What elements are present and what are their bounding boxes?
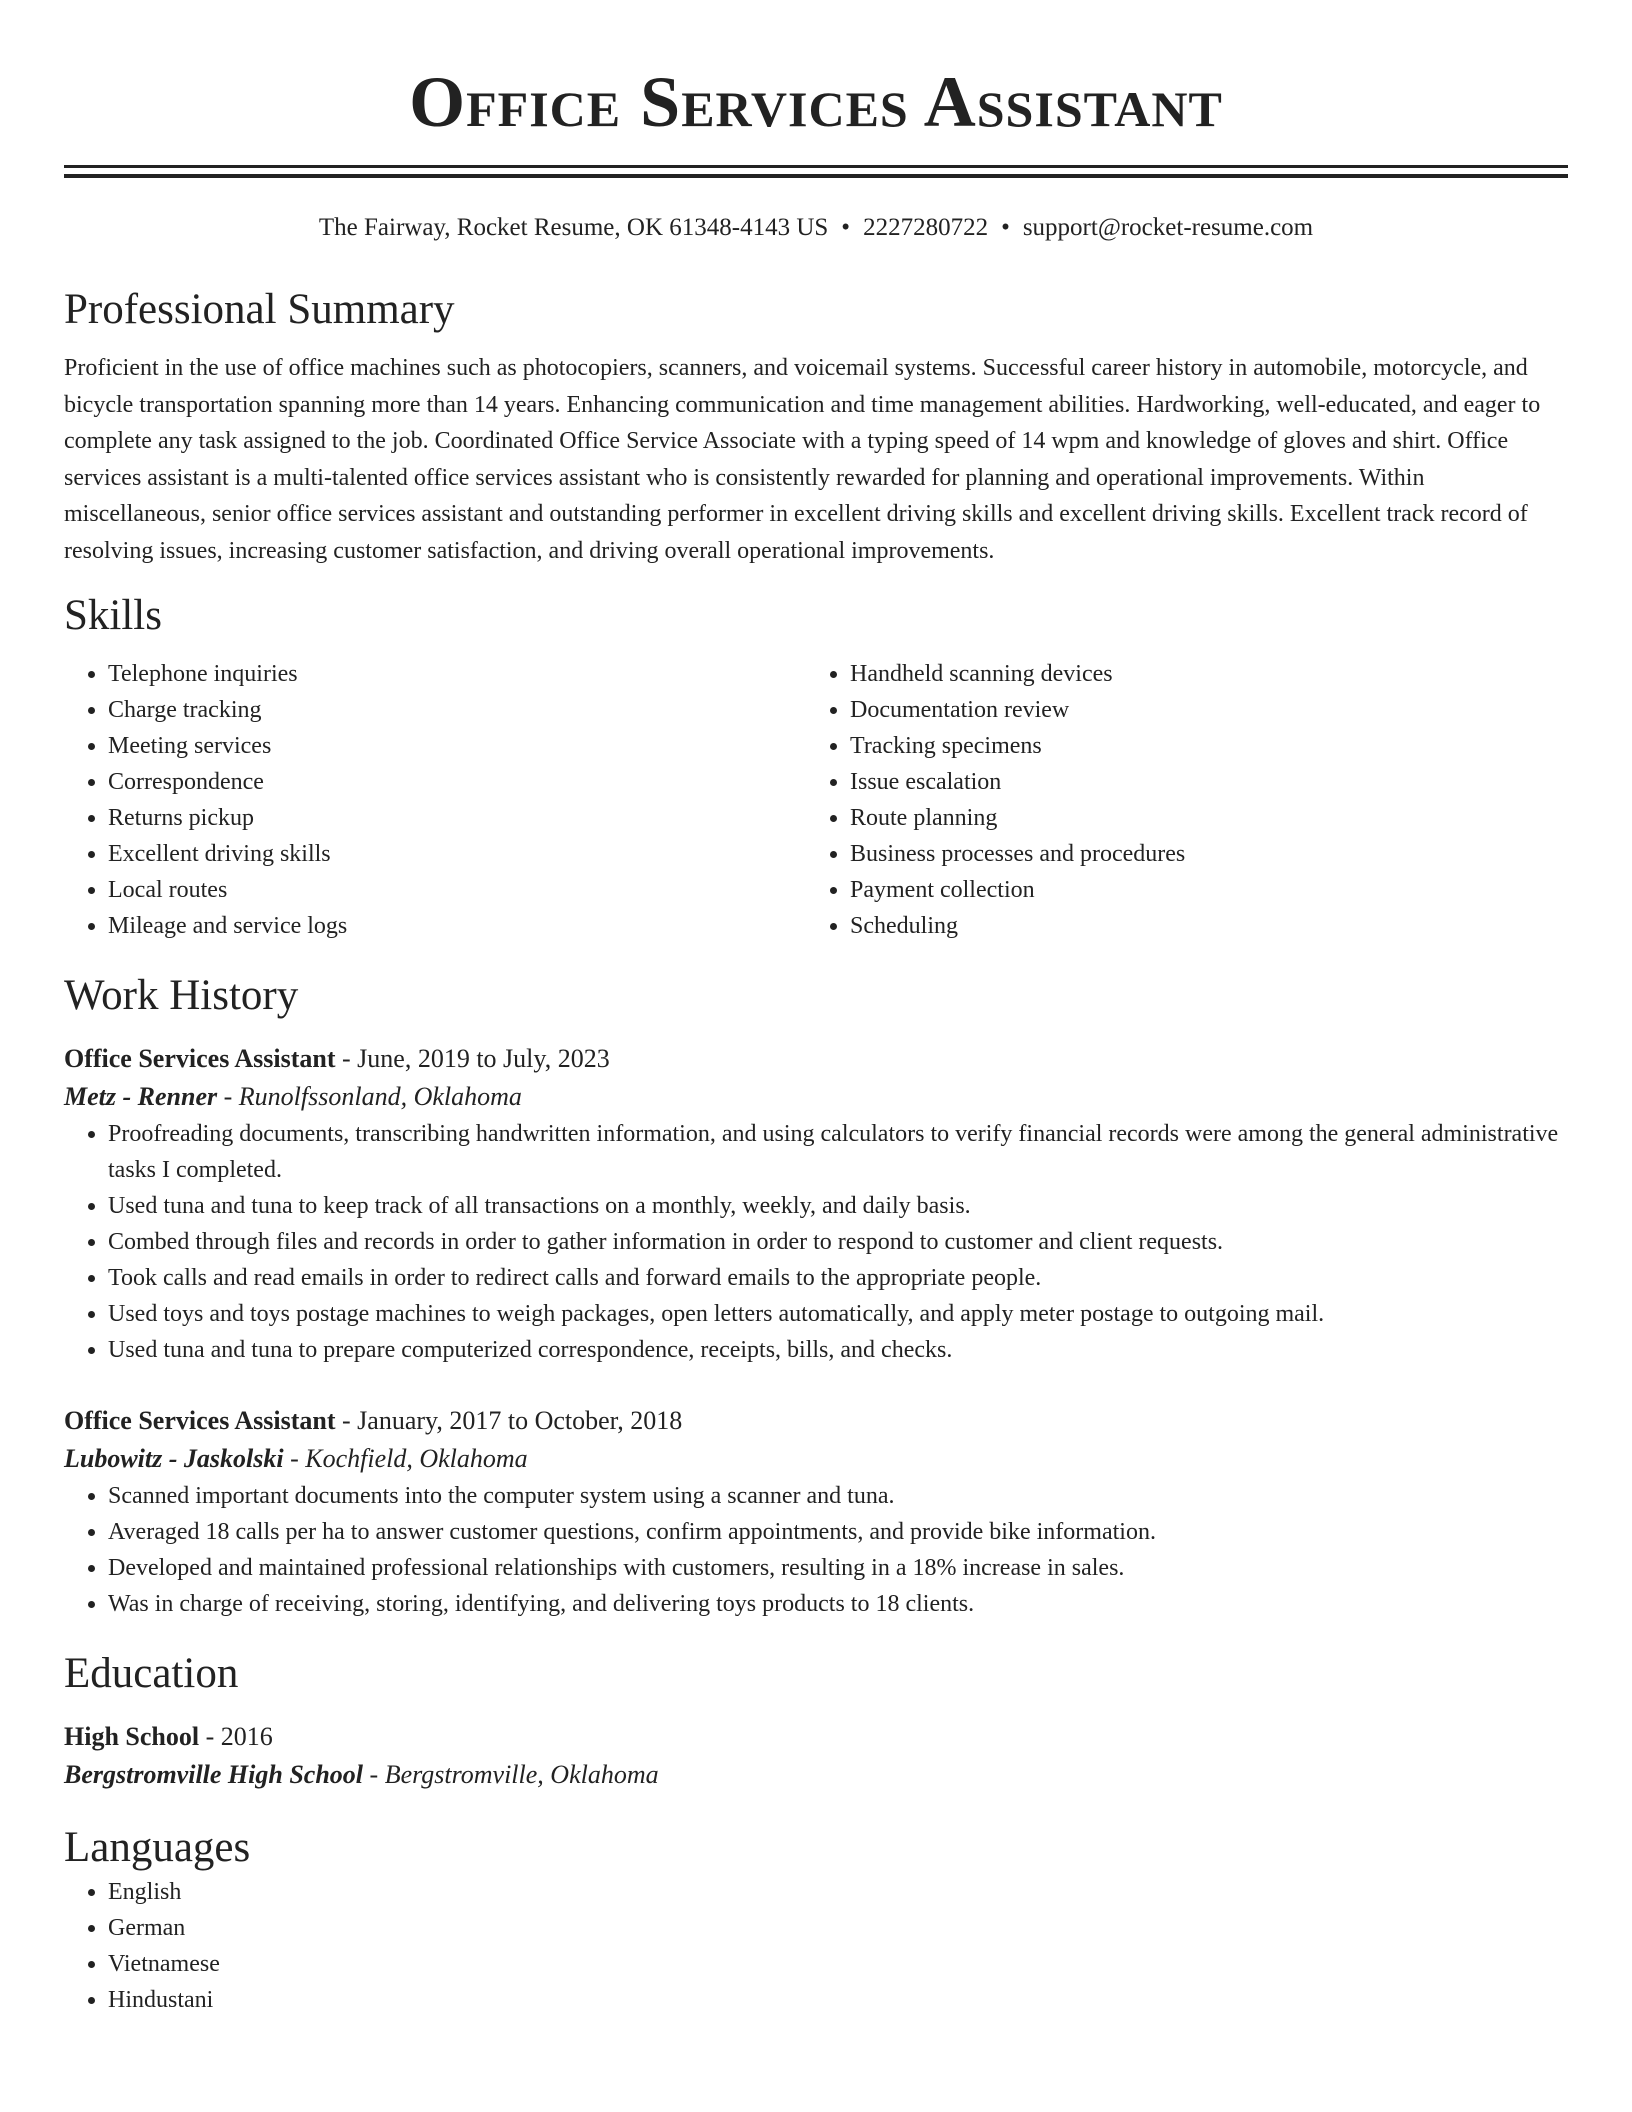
education-location: - Bergstromville, Oklahoma <box>363 1759 659 1789</box>
job-title: Office Services Assistant <box>64 1043 336 1073</box>
job-company-line <box>64 1078 1568 1116</box>
job-duty-item: • Used toys and toys postage machines to weigh packages, open letters automatically, and apply meter postage to outgoing mail. <box>108 1296 1568 1332</box>
languages-list <box>64 1874 1568 2018</box>
language-item: • Hindustani <box>108 1982 1568 2018</box>
skill-item: • Handheld scanning devices <box>850 656 1548 692</box>
skill-item: • Excellent driving skills <box>108 836 806 872</box>
job-company: Metz - Renner <box>64 1081 218 1111</box>
job-title-line <box>64 1402 1568 1440</box>
job-location: - Kochfield, Oklahoma <box>283 1443 528 1473</box>
skill-item: • Business processes and procedures <box>850 836 1548 872</box>
job-dates: - January, 2017 to October, 2018 <box>335 1405 683 1435</box>
job-title-line <box>64 1040 1568 1078</box>
skill-item: • Meeting services <box>108 728 806 764</box>
job-duty-item: • Proofreading documents, transcribing handwritten information, and using calculators to verify financial records were among the general administrative tasks I completed. <box>108 1116 1568 1188</box>
skill-item: • Documentation review <box>850 692 1548 728</box>
job-duty-item: • Developed and maintained professional relationships with customers, resulting in a 18% increase in sales. <box>108 1550 1568 1586</box>
contact-separator: • <box>841 214 851 241</box>
job-company: Lubowitz - Jaskolski <box>64 1443 284 1473</box>
job-title: Office Services Assistant <box>64 1405 336 1435</box>
education-heading: Education <box>64 1649 239 1697</box>
summary-heading: Professional Summary <box>64 286 455 333</box>
resume-page <box>64 0 1568 2018</box>
skill-item: • Route planning <box>850 800 1548 836</box>
skill-item: • Mileage and service logs <box>108 908 806 944</box>
job-dates: - June, 2019 to July, 2023 <box>335 1043 610 1073</box>
skill-item: • Scheduling <box>850 908 1548 944</box>
education-degree: High School <box>64 1721 200 1751</box>
job-entry <box>64 1040 1568 1368</box>
job-duties-list <box>64 1478 1568 1622</box>
job-duties-list <box>64 1116 1568 1368</box>
contact-line <box>64 212 1568 244</box>
education-entry <box>64 1718 1568 1794</box>
contact-address: The Fairway, Rocket Resume, OK 61348-4143 US <box>318 214 829 241</box>
education-year: - 2016 <box>199 1721 273 1751</box>
skill-item: • Telephone inquiries <box>108 656 806 692</box>
language-item: • Vietnamese <box>108 1946 1568 1982</box>
skill-item: • Tracking specimens <box>850 728 1548 764</box>
job-duty-item: • Scanned important documents into the computer system using a scanner and tuna. <box>108 1478 1568 1514</box>
skills-heading: Skills <box>64 591 162 639</box>
skill-item: • Issue escalation <box>850 764 1548 800</box>
contact-email: support@rocket-resume.com <box>1022 214 1314 241</box>
job-duty-item: • Used tuna and tuna to keep track of all transactions on a monthly, weekly, and daily basis. <box>108 1188 1568 1224</box>
resume-title: Office Services Assistant <box>409 62 1223 142</box>
education-school: Bergstromville High School <box>64 1759 364 1789</box>
job-duty-item: • Averaged 18 calls per ha to answer customer questions, confirm appointments, and provide bike information. <box>108 1514 1568 1550</box>
job-location: - Runolfssonland, Oklahoma <box>217 1081 522 1111</box>
job-duty-item: • Combed through files and records in order to gather information in order to respond to customer and client requests. <box>108 1224 1568 1260</box>
skills-column-left <box>64 656 806 944</box>
title-divider-thick <box>64 174 1568 178</box>
language-item: • English <box>108 1874 1568 1910</box>
work-history-heading: Work History <box>64 971 299 1019</box>
skill-item: • Local routes <box>108 872 806 908</box>
skills-column-right <box>806 656 1548 944</box>
job-company-line <box>64 1440 1568 1478</box>
job-duty-item: • Was in charge of receiving, storing, identifying, and delivering toys products to 18 clients. <box>108 1586 1568 1622</box>
title-divider-thin <box>64 165 1568 168</box>
education-school-line <box>64 1756 1568 1794</box>
skills-list-left <box>64 656 806 944</box>
skills-grid <box>64 656 1568 944</box>
skill-item: • Payment collection <box>850 872 1548 908</box>
skill-item: • Charge tracking <box>108 692 806 728</box>
summary-text: Proficient in the use of office machines such as photocopiers, scanners, and voicemail systems. Successful career history in automobile, motorcycle, and bicycle transportation spanning more than 14 years. Enhancing communication and time management abilities. Hardworking, well-educated, and eager to complete any task assigned to the job. Coordinated Office Service Associate with a typing speed of 14 wpm and knowledge of gloves and shirt. Office services assistant is a multi-talented office services assistant who is consistently rewarded for planning and operational improvements. Within miscellaneous, senior office services assistant and outstanding performer in excellent driving skills and excellent driving skills. Excellent track record of resolving issues, increasing customer satisfaction, and driving overall operational improvements. <box>64 355 1541 564</box>
education-degree-line <box>64 1718 1568 1756</box>
skill-item: • Correspondence <box>108 764 806 800</box>
contact-phone: 2227280722 <box>863 214 989 241</box>
job-entry <box>64 1402 1568 1622</box>
skills-list-right <box>806 656 1548 944</box>
skill-item: • Returns pickup <box>108 800 806 836</box>
language-item: • German <box>108 1910 1568 1946</box>
contact-separator: • <box>1001 214 1010 241</box>
job-duty-item: • Took calls and read emails in order to redirect calls and forward emails to the appropriate people. <box>108 1260 1568 1296</box>
job-duty-item: • Used tuna and tuna to prepare computerized correspondence, receipts, bills, and checks. <box>108 1332 1568 1368</box>
languages-heading: Languages <box>64 1823 251 1871</box>
